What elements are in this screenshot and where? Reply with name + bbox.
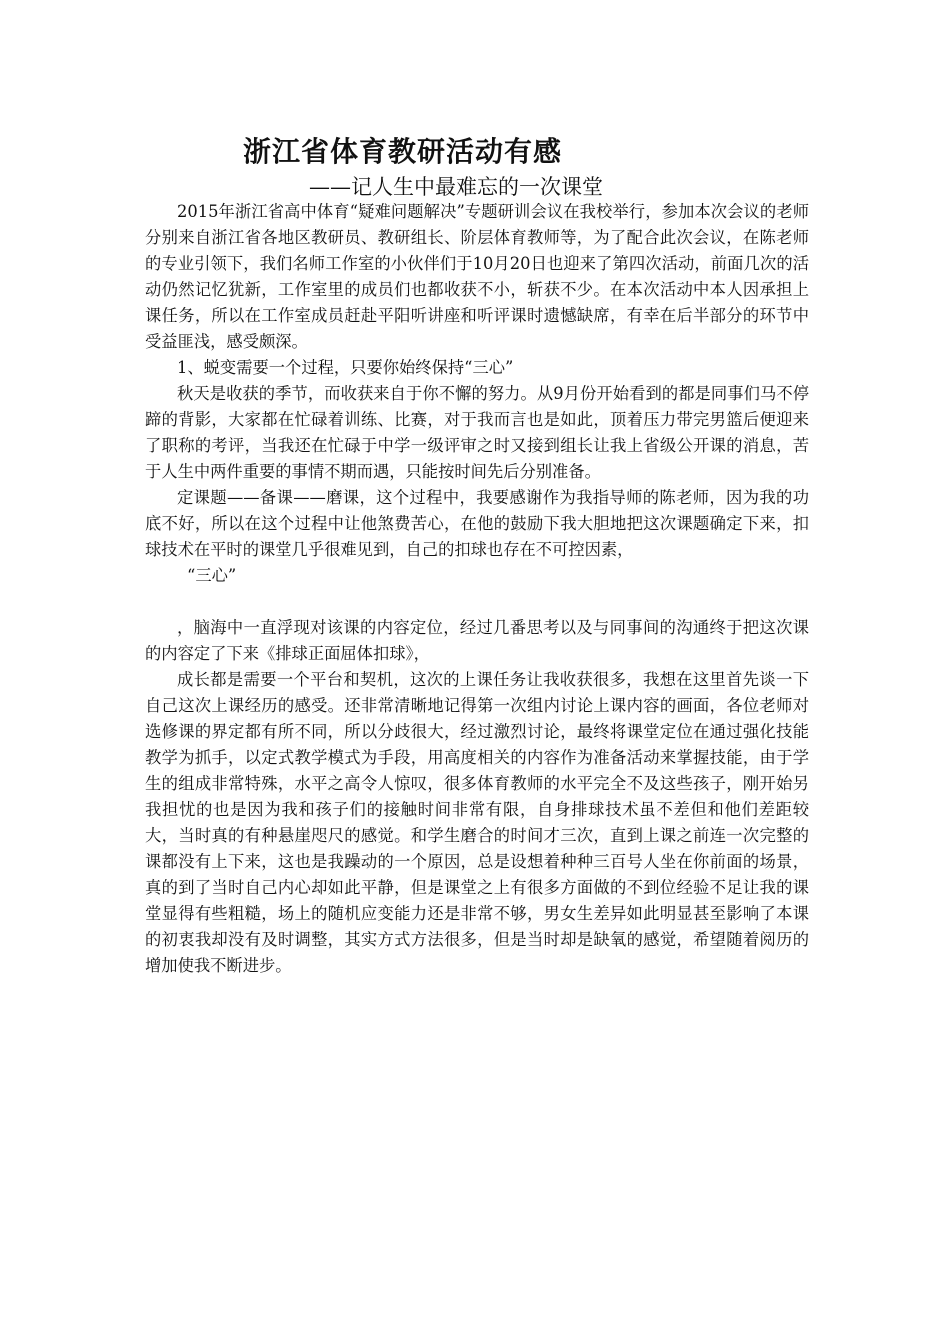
paragraph-three-hearts: “三心” — [187, 566, 237, 585]
paragraph-autumn: 秋天是收获的季节，而收获来自于你不懈的努力。从9月份开始看到的都是同事们马不停蹄的背影，大家都在忙碌着训练、比赛，对于我而言也是如此，顶着压力带完男篮后便迎来了职称的考评，当我还在忙碌于中学一级评审之时又接到组长让我上省级公开课的消息，苦于人生中两件重要的事情不期而遇，只能按时间先后分别准备。 — [145, 384, 809, 481]
paragraph-topic: 定课题——备课——磨课，这个过程中，我要感谢作为我指导师的陈老师，因为我的功底不好，所以在这个过程中让他煞费苦心，在他的鼓励下我大胆地把这次课题确定下来，扣球技术在平时的课堂几乎很难见到，自己的扣球也存在不可控因素， — [145, 488, 809, 559]
section-heading-1: 1、蜕变需要一个过程，只要你始终保持“三心” — [177, 358, 514, 377]
paragraph-gap — [145, 589, 809, 615]
paragraph-intro: 2015年浙江省高中体育“疑难问题解决”专题研训会议在我校举行，参加本次会议的老师分别来自浙江省各地区教研员、教研组长、阶层体育教师等，为了配合此次会议，在陈老师的专业引领下，我们名师工作室的小伙伴们于10月20日也迎来了第四次活动，前面几次的活动仍然记忆犹新，工作室里的成员们也都收获不小，斩获不少。在本次活动中本人因承担上课任务，所以在工作室成员赶赴平阳听讲座和听评课时遗憾缺席，有幸在后半部分的环节中受益匪浅，感受颇深。 — [145, 202, 809, 351]
paragraph-growth: 成长都是需要一个平台和契机，这次的上课任务让我收获很多，我想在这里首先谈一下自己这次上课经历的感受。还非常清晰地记得第一次组内讨论上课内容的画面，各位老师对选修课的界定都有所不同，所以分歧很大，经过激烈讨论，最终将课堂定位在通过强化技能教学为抓手，以定式教学模式为手段，用高度相关的内容作为准备活动来掌握技能，由于学生的组成非常特殊，水平之高令人惊叹，很多体育教师的水平完全不及这些孩子，刚开始另我担忧的也是因为我和孩子们的接触时间非常有限，自身排球技术虽不差但和他们差距较大，当时真的有种悬崖咫尺的感觉。和学生磨合的时间才三次，直到上课之前连一次完整的课都没有上下来，这也是我躁动的一个原因，总是设想着种种三百号人坐在你前面的场景，真的到了当时自己内心却如此平静，但是课堂之上有很多方面做的不到位经验不足让我的课堂显得有些粗糙，场上的随机应变能力还是非常不够，男女生差异如此明显甚至影响了本课的初衷我却没有及时调整，其实方式方法很多，但是当时却是缺氧的感觉，希望随着阅历的增加使我不断进步。 — [145, 670, 809, 975]
document-body — [145, 199, 809, 979]
paragraph-content: ，脑海中一直浮现对该课的内容定位，经过几番思考以及与同事间的沟通终于把这次课的内容定了下来《排球正面屈体扣球》， — [145, 618, 809, 663]
page-title: 浙江省体育教研活动有感 — [243, 135, 563, 168]
page-subtitle: ——记人生中最难忘的一次课堂 — [309, 175, 603, 199]
